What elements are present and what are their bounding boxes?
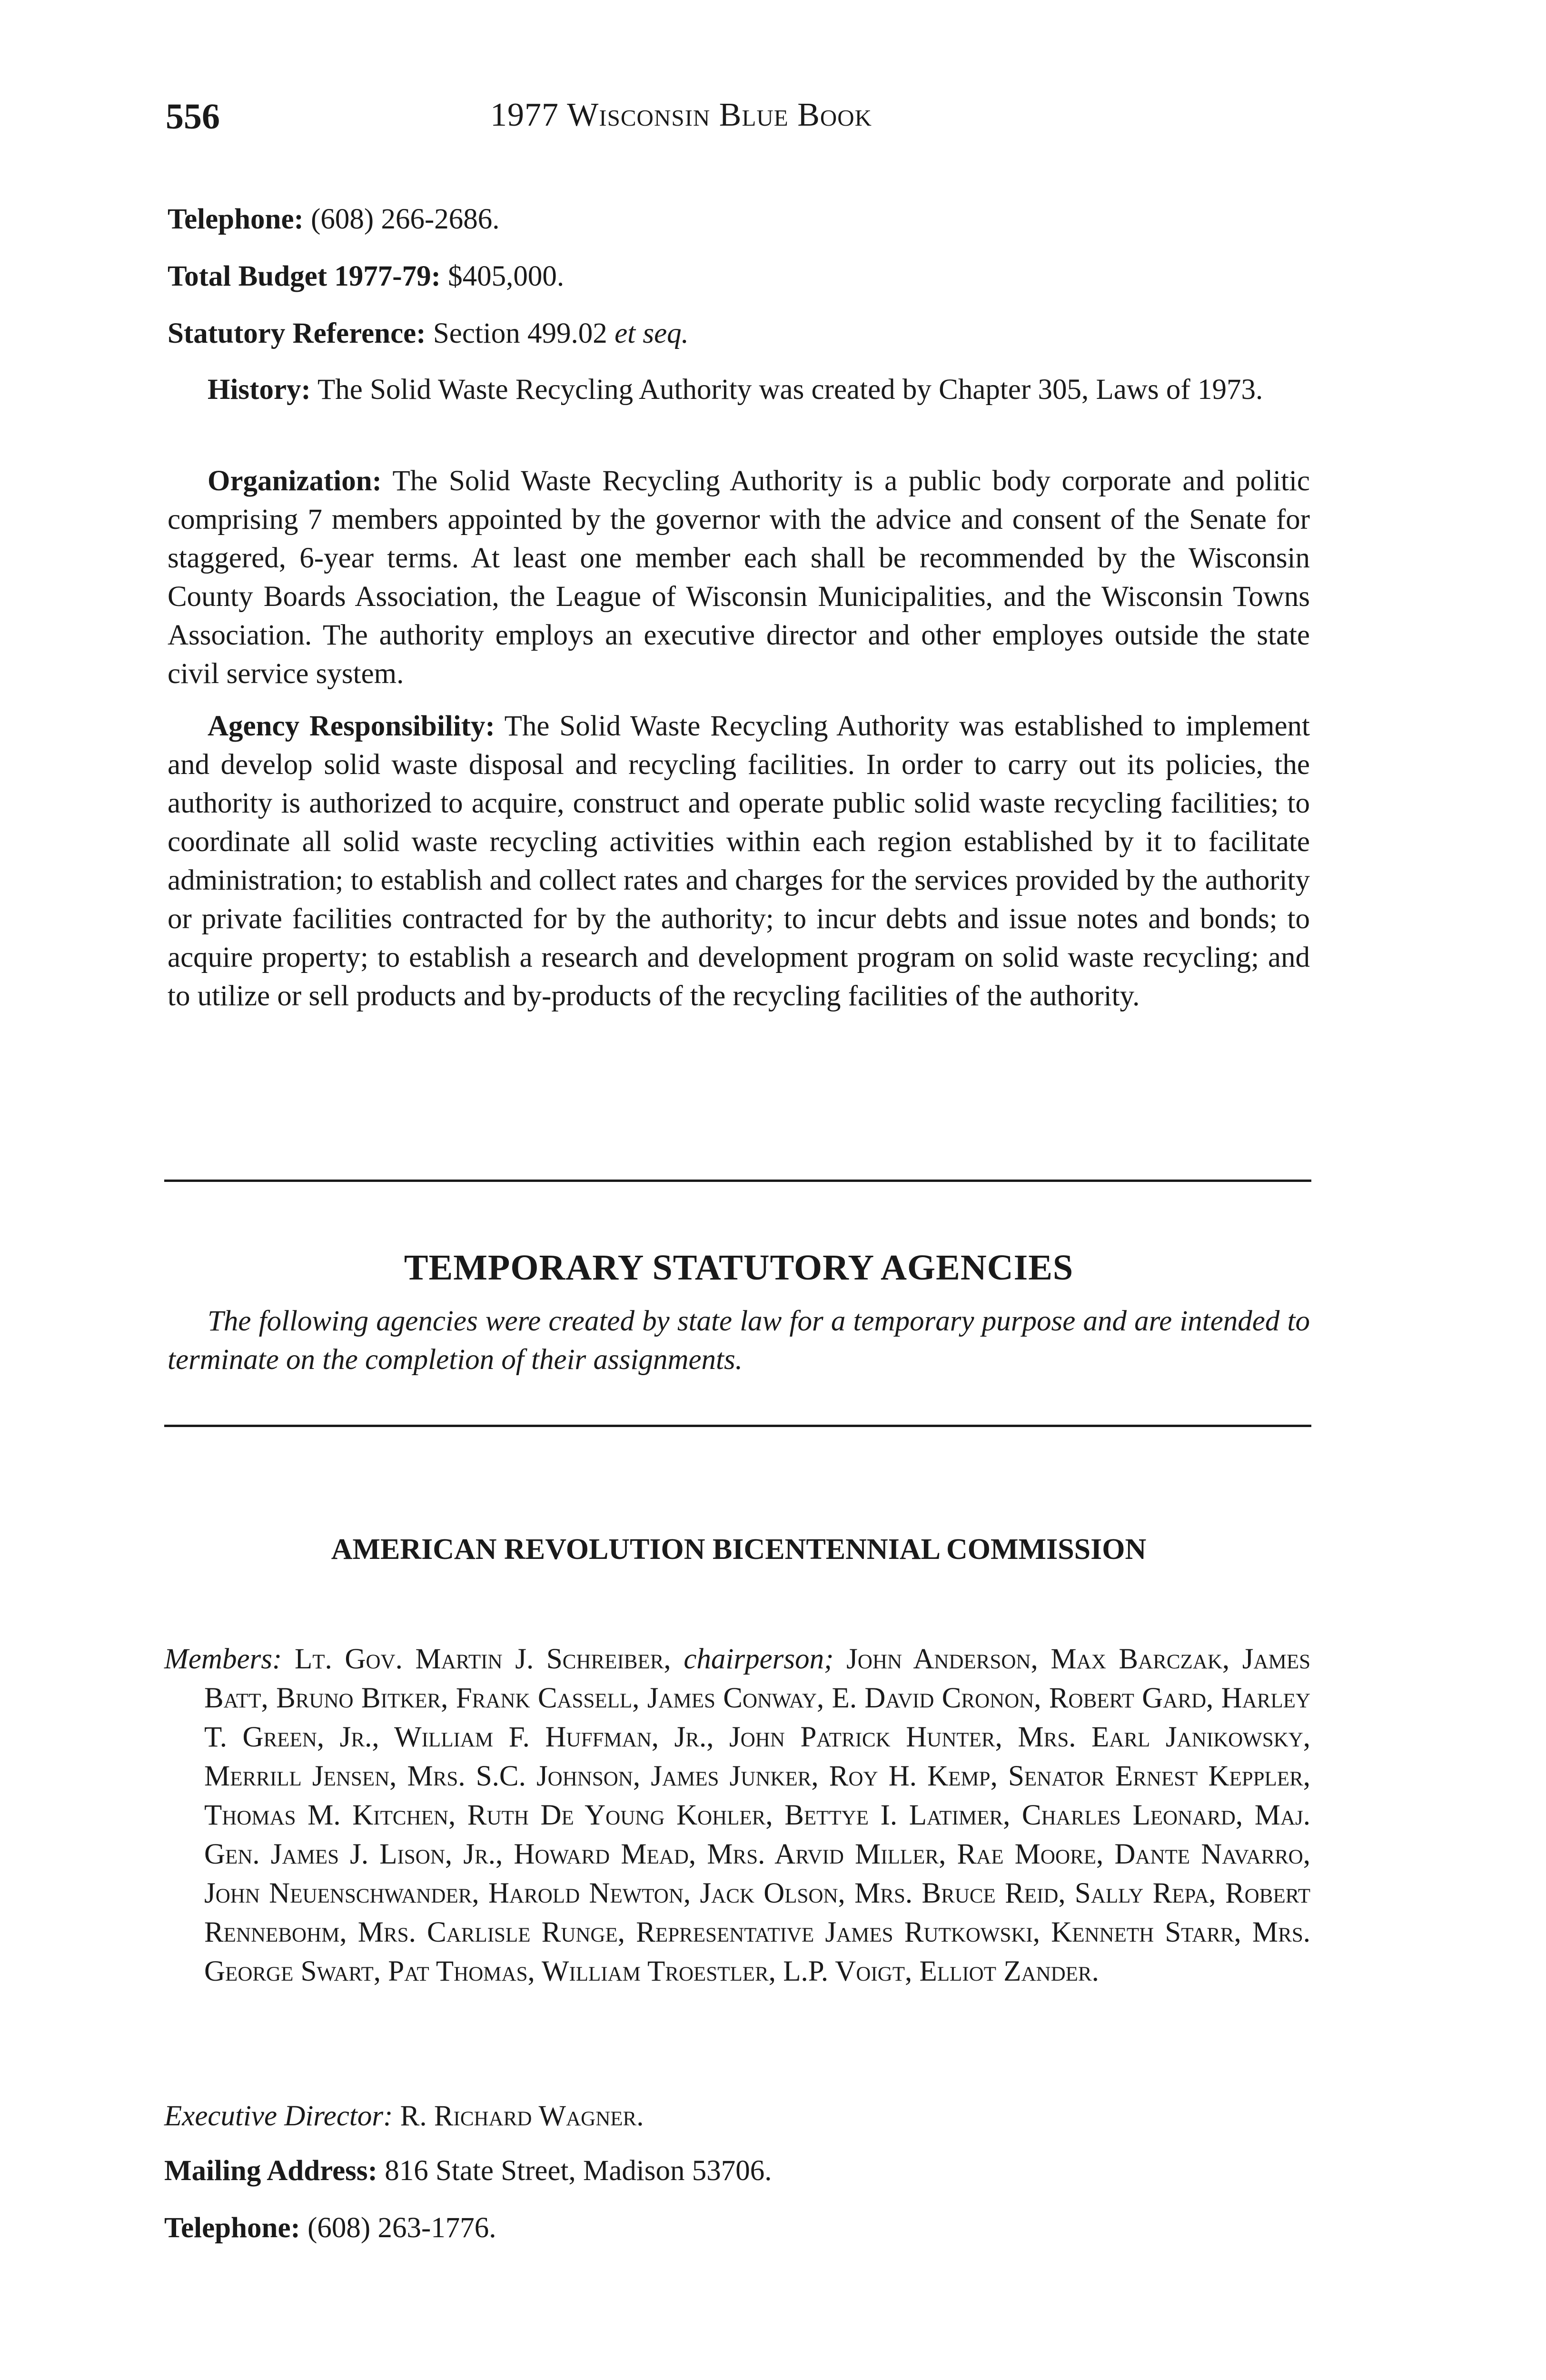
srra-history-text: The Solid Waste Recycling Authority was created by Chapter 305, Laws of 1973. (317, 374, 1263, 406)
temporary-agencies-title: TEMPORARY STATUTORY AGENCIES (404, 1248, 1074, 1288)
srra-telephone-label: Telephone: (168, 203, 304, 235)
arbc-telephone-value: (608) 263-1776. (307, 2212, 496, 2244)
arbc-chair-name: Lt. Gov. Martin J. Schreiber, (294, 1643, 671, 1675)
srra-statutory-reference (168, 314, 689, 353)
section-divider-top (164, 1180, 1311, 1182)
arbc-telephone-label: Telephone: (164, 2212, 300, 2244)
srra-statutory-suffix: et seq. (614, 317, 689, 349)
arbc-members (164, 1640, 1310, 1991)
srra-budget-label: Total Budget 1977-79: (168, 260, 441, 292)
section-divider-bottom (164, 1425, 1311, 1427)
srra-organization-label: Organization: (208, 465, 382, 497)
arbc-executive-director (164, 2097, 644, 2135)
srra-telephone (168, 200, 500, 238)
arbc-chair-role: chairperson; (684, 1643, 834, 1675)
arbc-exec-label: Executive Director: (164, 2100, 393, 2132)
srra-history-label: History: (208, 374, 311, 406)
temporary-agencies-intro: The following agencies were created by state law for a temporary purpose and are intended to terminate on the completion of their assignments. (168, 1305, 1310, 1376)
arbc-members-label: Members: (164, 1643, 282, 1675)
srra-organization-text: The Solid Waste Recycling Authority is a public body corporate and politic comprising 7 members appointed by the governor with the advice and consent of the Senate for staggered, 6-year terms. At least one member each shall be recommended by the Wisconsin County Boards Association, the League of Wisconsin Municipalities, and the Wisconsin Towns Association. The authority employs an executive director and other employes outside the state civil service system. (168, 465, 1310, 690)
arbc-exec-name: R. Richard Wagner. (400, 2100, 644, 2132)
page-number: 556 (166, 97, 220, 137)
srra-statutory-value: Section 499.02 (433, 317, 607, 349)
arbc-mailing-address (164, 2152, 772, 2190)
arbc-telephone (164, 2209, 496, 2247)
srra-statutory-label: Statutory Reference: (168, 317, 426, 349)
srra-budget-value: $405,000. (448, 260, 565, 292)
running-head: 1977 Wisconsin Blue Book (490, 97, 872, 133)
srra-responsibility-text: The Solid Waste Recycling Authority was established to implement and develop solid waste disposal and recycling facilities. In order to carry out its policies, the authority is authorized to acquire, construct and operate public solid waste recycling facilities; to coordinate all solid waste recycling activities within each region established by it to facilitate administration; to establish and collect rates and charges for the services provided by the authority or private facilities contracted for by the authority; to incur debts and issue notes and bonds; to acquire property; to establish a research and development program on solid waste recycling; and to utilize or sell products and by-products of the recycling facilities of the authority. (168, 710, 1310, 1012)
srra-telephone-value: (608) 266-2686. (311, 203, 500, 235)
srra-responsibility-label: Agency Responsibility: (208, 710, 495, 742)
srra-organization (168, 462, 1310, 693)
srra-responsibility (168, 707, 1310, 1015)
srra-budget (168, 257, 564, 296)
arbc-members-list: John Anderson, Max Barczak, James Batt, Bruno Bitker, Frank Cassell, James Conway, E. David Cronon, Robert Gard, Harley T. Green, Jr., William F. Huffman, Jr., John Patrick Hunter, Mrs. Earl Janikowsky, Merrill Jensen, Mrs. S.C. Johnson, James Junker, Roy H. Kemp, Senator Ernest Keppler, Thomas M. Kitchen, Ruth De Young Kohler, Bettye I. Latimer, Charles Leonard, Maj. Gen. James J. Lison, Jr., Howard Mead, Mrs. Arvid Miller, Rae Moore, Dante Navarro, John Neuenschwander, Harold Newton, Jack Olson, Mrs. Bruce Reid, Sally Repa, Robert Rennebohm, Mrs. Carlisle Runge, Representative James Rutkowski, Kenneth Starr, Mrs. George Swart, Pat Thomas, William Troestler, L.P. Voigt, Elliot Zander. (204, 1643, 1311, 1987)
arbc-title: AMERICAN REVOLUTION BICENTENNIAL COMMISSION (331, 1533, 1147, 1566)
arbc-mailing-value: 816 State Street, Madison 53706. (385, 2155, 772, 2187)
arbc-mailing-label: Mailing Address: (164, 2155, 377, 2187)
srra-history (168, 370, 1310, 409)
